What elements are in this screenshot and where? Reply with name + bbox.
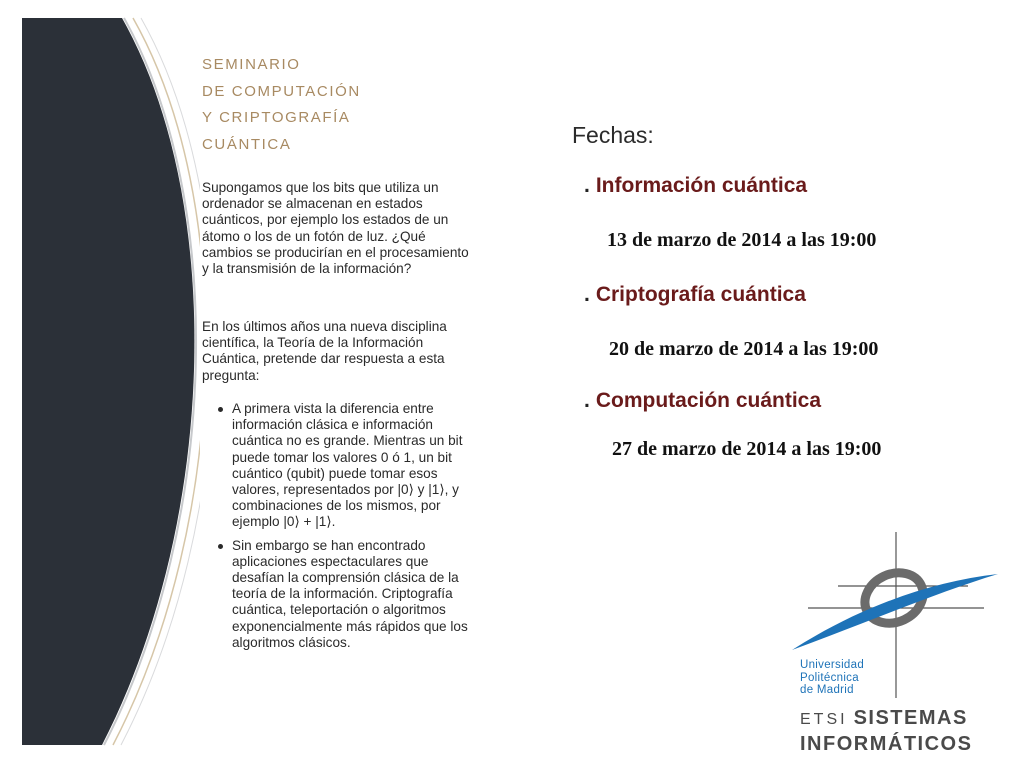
school-name: [800, 706, 972, 756]
bullet-list: [218, 401, 476, 658]
bullet-text: A primera vista la diferencia entre información clásica e información cuántica no es grande. Mientras un bit puede tomar los valores 0 ó 1, un bit cuántico (qubit) puede tomar esos valores, representados por |0⟩ y |1⟩, y combinaciones de los mismos, por ejemplo |0⟩ + |1⟩.: [232, 401, 463, 530]
bullet-icon: [218, 544, 223, 549]
session-topic: . Criptografía cuántica: [584, 283, 806, 306]
list-item: [218, 401, 476, 531]
session-topic-label: Computación cuántica: [595, 389, 822, 412]
title-line: SEMINARIO: [202, 56, 301, 73]
title-line: DE COMPUTACIÓN: [202, 82, 361, 100]
list-item: [218, 538, 476, 651]
university-name-line: de Madrid: [800, 684, 854, 696]
session-date: 13 de marzo de 2014 a las 19:00: [607, 229, 877, 251]
session-topic: . Computación cuántica: [584, 389, 822, 412]
bullet-text: Sin embargo se han encontrado aplicaciones espectaculares que desafían la comprensión clásica de la teoría de la información. Criptografía cuántica, teleportación o algoritmos exponencialmente más rápidos que los algoritmos clásicos.: [232, 537, 468, 650]
university-name-line: Politécnica: [800, 671, 859, 684]
school-prefix: ETSI: [800, 711, 848, 728]
dates-heading: Fechas:: [572, 122, 654, 148]
session-date: 20 de marzo de 2014 a las 19:00: [609, 338, 879, 360]
session-date: 27 de marzo de 2014 a las 19:00: [612, 438, 882, 460]
session-topic: . Información cuántica: [584, 174, 808, 197]
bullet-icon: [218, 407, 223, 412]
university-name-line: Universidad: [800, 659, 865, 671]
session-topic-label: Criptografía cuántica: [595, 283, 806, 306]
session-topic-label: Información cuántica: [595, 174, 808, 197]
title-line: Y CRIPTOGRAFÍA: [202, 109, 351, 126]
second-paragraph: En los últimos años una nueva disciplina científica, la Teoría de la Información Cuántica, pretende dar respuesta a esta pregunta:: [202, 319, 447, 383]
dark-swoosh-panel: [0, 0, 200, 768]
title-line: CUÁNTICA: [202, 135, 292, 153]
intro-paragraph: Supongamos que los bits que utiliza un ordenador se almacenan en estados cuánticos, por ejemplo los estados de un átomo o los de un fotón de luz. ¿Qué cambios se producirían en el procesamiento y la transmisión de la información?: [202, 180, 469, 277]
school-name-line: SISTEMAS: [853, 707, 968, 729]
seminar-title: [202, 52, 361, 158]
school-name-line: INFORMÁTICOS: [800, 733, 973, 755]
university-name: [800, 659, 864, 697]
